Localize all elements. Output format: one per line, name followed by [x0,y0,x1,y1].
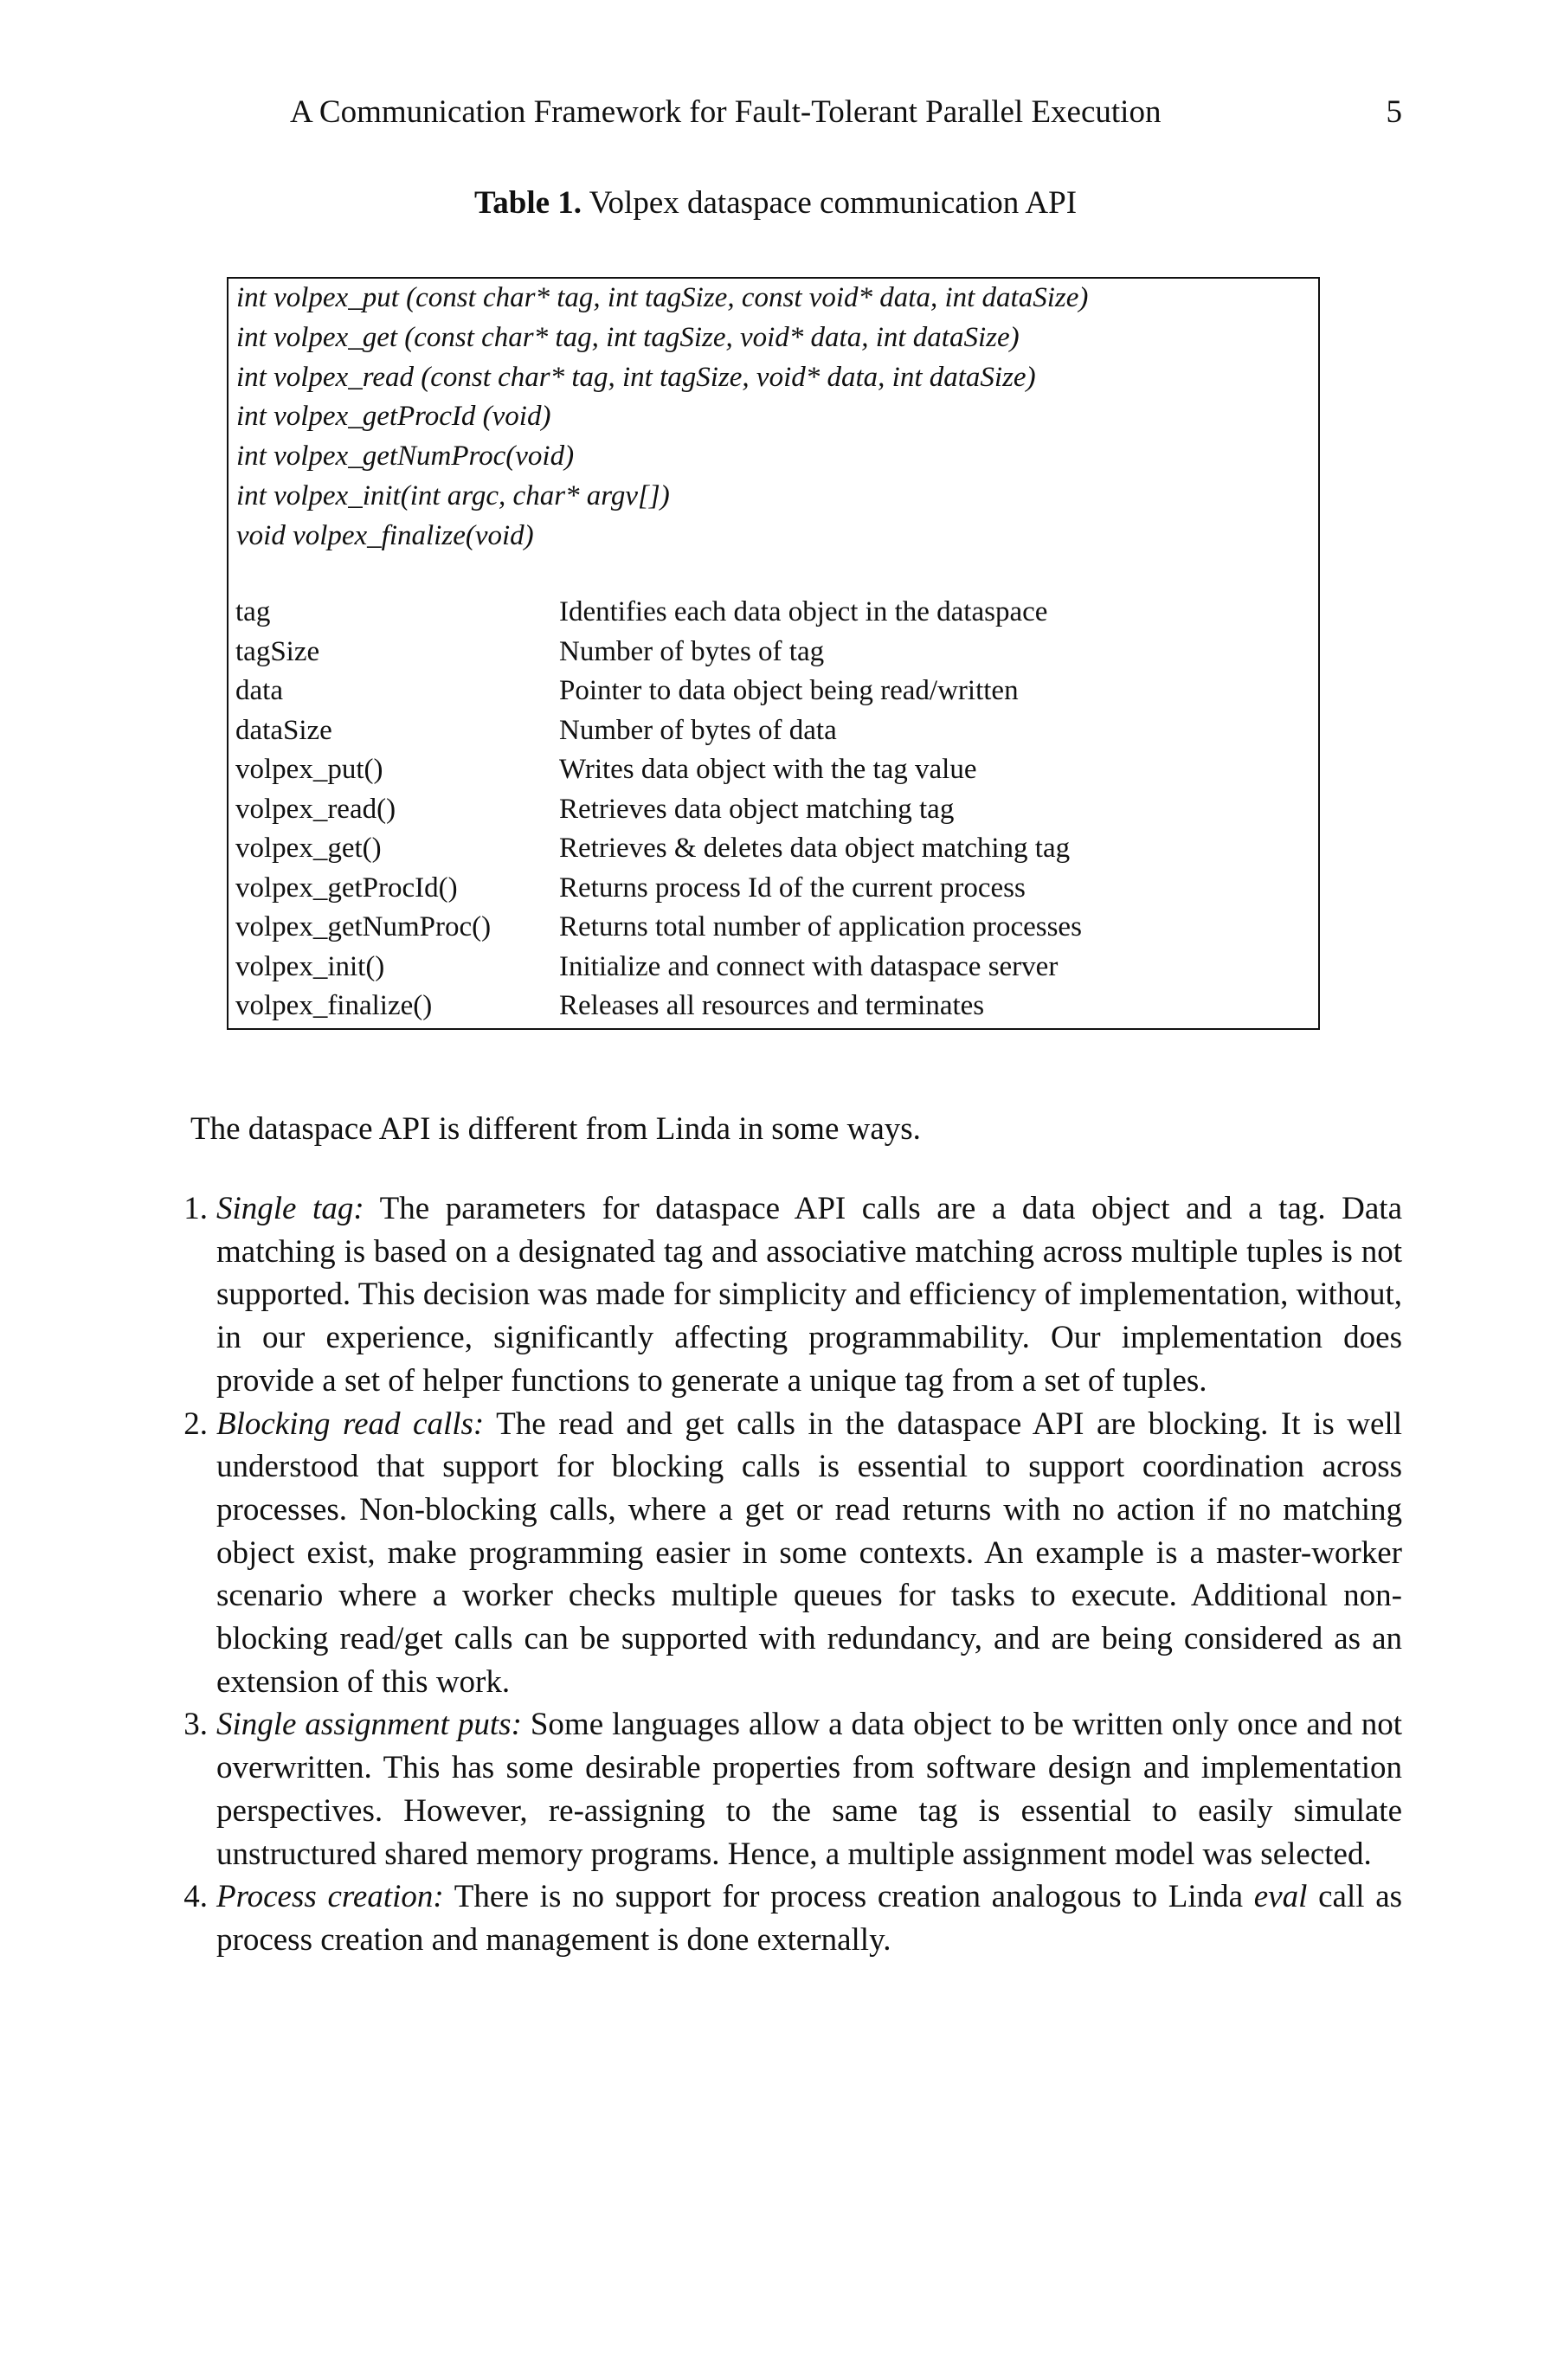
item-text: The read and get calls in the dataspace API are blocking. It is well understood that support for blocking calls is essential to support coordination across processes. Non-blocking calls, where a get or read returns with no action if no matching object exist, make programming easier in some contexts. An example is a master-worker scenario where a worker checks multiple queues for tasks to execute. Additional non-blocking read/get calls can be supported with redundancy, and are being considered as an extension of this work. [216,1405,1402,1700]
api-table [227,277,1320,1030]
item-text: The parameters for dataspace API calls are a data object and a tag. Data matching is based on a designated tag and associative matching across multiple tuples is not supported. This decision was made for simplicity and efficiency of implementation, without, in our experience, significantly affecting programmability. Our implementation does provide a set of helper functions to generate a unique tag from a set of tuples. [216,1191,1402,1399]
signature-row: int volpex_getNumProc(void) [236,441,575,473]
definition-term: volpex_finalize() [235,990,433,1021]
definition-desc: Number of bytes of data [559,714,837,746]
table-caption-text: Volpex dataspace communication API [589,185,1078,221]
definition-desc: Initialize and connect with dataspace server [559,950,1059,982]
definition-desc: Returns total number of application processes [559,911,1082,942]
differences-list [156,1187,1402,1962]
signature-row: void volpex_finalize(void) [236,519,534,551]
definition-term: volpex_init() [235,950,385,982]
definition-row [228,829,1318,869]
definition-row [228,948,1318,987]
item-emphasis: eval [1253,1879,1308,1915]
definition-term: data [235,675,283,706]
item-number: 1. [183,1191,208,1226]
item-term: Process creation: [216,1879,444,1915]
item-number: 2. [183,1405,208,1442]
list-item [156,1875,1402,1961]
definition-row [228,633,1318,672]
item-text-after: call as process creation and management is done externally. [216,1879,1403,1958]
definition-row [228,908,1318,948]
definition-desc: Releases all resources and terminates [559,990,985,1021]
signature-list [228,279,1318,556]
definition-term: volpex_get() [235,833,382,864]
definition-desc: Pointer to data object being read/written [559,675,1019,706]
definition-desc: Returns process Id of the current process [559,872,1026,904]
definition-desc: Identifies each data object in the dataspace [559,596,1048,627]
definition-term: tagSize [235,635,320,667]
intro-paragraph: The dataspace API is different from Linda in some ways. [190,1111,921,1147]
item-text-before: There is no support for process creation analogous to Linda [454,1879,1244,1915]
definition-desc: Writes data object with the tag value [559,754,977,785]
definition-row [228,672,1318,711]
definition-row [228,869,1318,909]
definition-list [228,593,1318,1026]
definition-term: volpex_read() [235,793,396,825]
definition-row [228,593,1318,633]
definition-row [228,790,1318,830]
signature-row: int volpex_read (const char* tag, int tagSize, void* data, int dataSize) [236,361,1036,393]
item-term: Blocking read calls: [216,1405,485,1442]
signature-row: int volpex_init(int argc, char* argv[]) [236,479,670,511]
running-title: A Communication Framework for Fault-Tolerant Parallel Execution [290,94,1162,130]
definition-row [228,987,1318,1026]
running-header [290,93,1402,131]
definition-desc: Retrieves & deletes data object matching tag [559,833,1071,864]
item-term: Single assignment puts: [216,1707,522,1743]
definition-desc: Retrieves data object matching tag [559,793,955,825]
definition-term: tag [235,596,271,627]
signature-row: int volpex_put (const char* tag, int tagSize, const void* data, int dataSize) [236,282,1089,313]
definition-desc: Number of bytes of tag [559,635,825,667]
item-term: Single tag: [216,1191,364,1226]
item-number: 3. [183,1707,208,1743]
definition-row [228,711,1318,751]
list-item [156,1403,1402,1704]
item-text: Some languages allow a data object to be written only once and not overwritten. This has some desirable properties from software design and implementation perspectives. However, re-assigning to the same tag is essential to easily simulate unstructured shared memory programs. Hence, a multiple assignment model was selected. [216,1707,1402,1872]
definition-term: dataSize [235,714,332,746]
table-caption [0,184,1551,222]
list-item [156,1187,1402,1403]
list-item [156,1703,1402,1875]
signature-row: int volpex_getProcId (void) [236,401,551,433]
definition-row [228,750,1318,790]
definition-term: volpex_getNumProc() [235,911,492,942]
signature-row: int volpex_get (const char* tag, int tagSize, void* data, int dataSize) [236,321,1020,353]
item-number: 4. [183,1879,208,1915]
definition-term: volpex_put() [235,754,383,785]
definition-term: volpex_getProcId() [235,872,458,904]
page-number: 5 [1386,94,1402,130]
table-label: Table 1. [473,185,582,221]
